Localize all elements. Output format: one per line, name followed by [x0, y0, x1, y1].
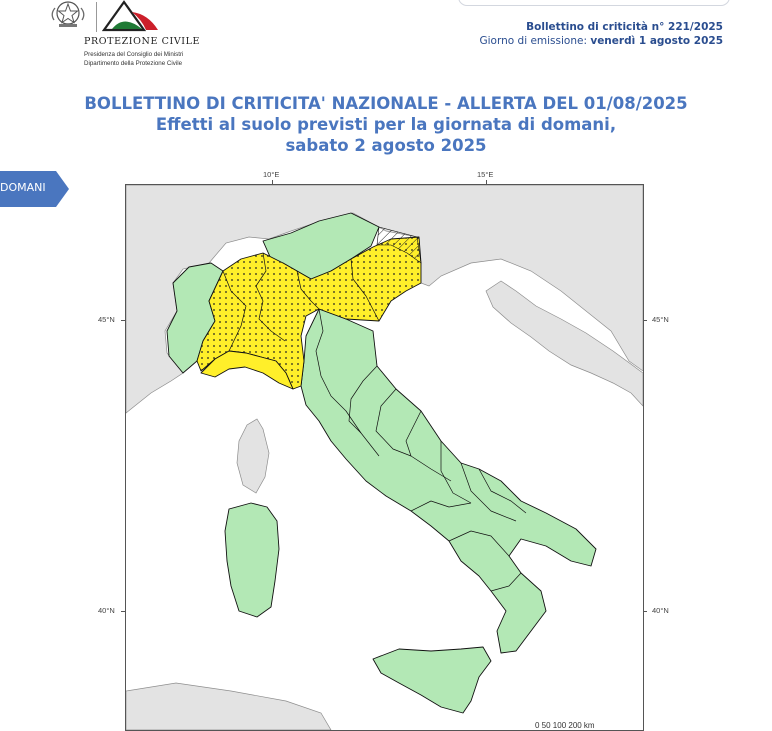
- top-search-pill: [458, 0, 730, 6]
- title-line-3: sabato 2 agosto 2025: [285, 136, 487, 155]
- title-line-2: Effetti al suolo previsti per la giornata di domani,: [155, 115, 617, 134]
- lon-label-10e: 10°E: [263, 170, 280, 179]
- bulletin-info: [480, 20, 724, 48]
- issue-label: Giorno di emissione:: [479, 35, 587, 47]
- org-name: PROTEZIONE CIVILE: [84, 36, 201, 47]
- lon-label-15e: 15°E: [477, 170, 494, 179]
- lat-label-45n-left: 45°N: [98, 315, 115, 324]
- header-logo-block: [38, 0, 201, 70]
- issue-line: [480, 34, 724, 48]
- logo-divider: [96, 2, 97, 32]
- bulletin-number: Bollettino di criticità n° 221/2025: [526, 21, 723, 33]
- title-line-1: BOLLETTINO DI CRITICITA' NAZIONALE - ALLERTA DEL 01/08/2025: [84, 94, 688, 113]
- scale-bar-text: 0 50 100 200 km: [535, 721, 595, 730]
- tab-domani-label: DOMANI: [0, 181, 46, 194]
- org-presidency: Presidenza del Consiglio dei Ministri: [84, 51, 184, 58]
- lat-label-40n-left: 40°N: [98, 606, 115, 615]
- protezione-civile-logo-icon: [102, 0, 164, 34]
- alert-map: [125, 184, 644, 731]
- italian-republic-emblem-icon: [46, 0, 90, 30]
- lat-label-45n-right: 45°N: [652, 315, 669, 324]
- issue-date: venerdì 1 agosto 2025: [590, 35, 723, 47]
- alert-map-svg: [126, 185, 643, 730]
- bulletin-title: [0, 93, 772, 156]
- lat-label-40n-right: 40°N: [652, 606, 669, 615]
- org-department: Dipartimento della Protezione Civile: [84, 60, 183, 67]
